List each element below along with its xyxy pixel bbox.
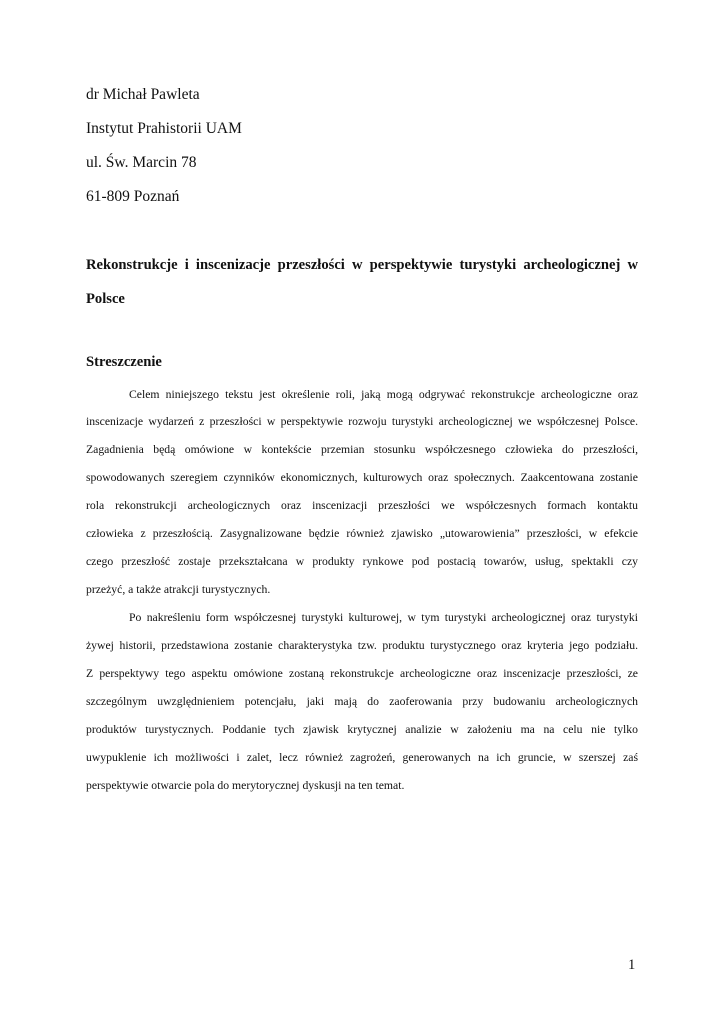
abstract-p1-line: przeżyć, a także atrakcji turystycznych. [86, 583, 271, 596]
abstract-p1-line: Zagadnienia będą omówione w kontekście przemian stosunku współczesnego człowieka do przeszłości, [86, 443, 638, 456]
abstract-p2-line: żywej historii, przedstawiona zostanie charakterystyka tzw. produktu turystycznego oraz kryteria jego podziału. [86, 639, 638, 652]
abstract-p1-line: inscenizacje wydarzeń z przeszłości w perspektywie rozwoju turystyki archeologicznej we współczesnej Polsce. [86, 415, 638, 428]
abstract-p2-line: szczególnym uwzględnieniem potencjału, jaki mają do zaoferowania przy budowaniu archeologicznych [86, 695, 638, 708]
abstract-p1-line: czego przeszłość zostaje przekształcana w produkty rynkowe pod postacią towarów, usług, spektakli czy [86, 555, 638, 568]
abstract-p2-line: Z perspektywy tego aspektu omówione zostaną rekonstrukcje archeologiczne oraz inscenizacje przeszłości, ze [86, 667, 638, 680]
author-name: dr Michał Pawleta [86, 86, 200, 103]
abstract-heading: Streszczenie [86, 354, 162, 370]
author-street: ul. Św. Marcin 78 [86, 154, 197, 171]
abstract-p2-line: perspektywie otwarcie pola do merytorycznej dyskusji na ten temat. [86, 779, 405, 792]
page-number: 1 [628, 957, 636, 973]
paper-title-line-1: Rekonstrukcje i inscenizacje przeszłości w perspektywie turystyki archeologicznej w [86, 257, 638, 273]
abstract-p2-line: uwypuklenie ich możliwości i zalet, lecz również zagrożeń, generowanych na ich gruncie, w szerszej zaś [86, 751, 638, 764]
author-city: 61-809 Poznań [86, 188, 180, 205]
abstract-p2-line: produktów turystycznych. Poddanie tych zjawisk krytycznej analizie w założeniu ma na celu nie tylko [86, 723, 638, 736]
author-institute: Instytut Prahistorii UAM [86, 120, 242, 137]
abstract-p2-line: Po nakreśleniu form współczesnej turystyki kulturowej, w tym turystyki archeologicznej oraz turystyki [129, 611, 638, 624]
abstract-p1-line: spowodowanych szeregiem czynników ekonomicznych, kulturowych oraz społecznych. Zaakcentowana zostanie [86, 471, 638, 484]
abstract-p1-line: człowieka z przeszłością. Zasygnalizowane będzie również zjawisko „utowarowienia” przeszłości, w efekcie [86, 527, 638, 540]
abstract-p1-line: rola rekonstrukcji archeologicznych oraz inscenizacji przeszłości we współczesnych formach kontaktu [86, 499, 638, 512]
paper-title-line-2: Polsce [86, 291, 125, 307]
abstract-p1-line: Celem niniejszego tekstu jest określenie roli, jaką mogą odgrywać rekonstrukcje archeologiczne oraz [129, 388, 638, 401]
